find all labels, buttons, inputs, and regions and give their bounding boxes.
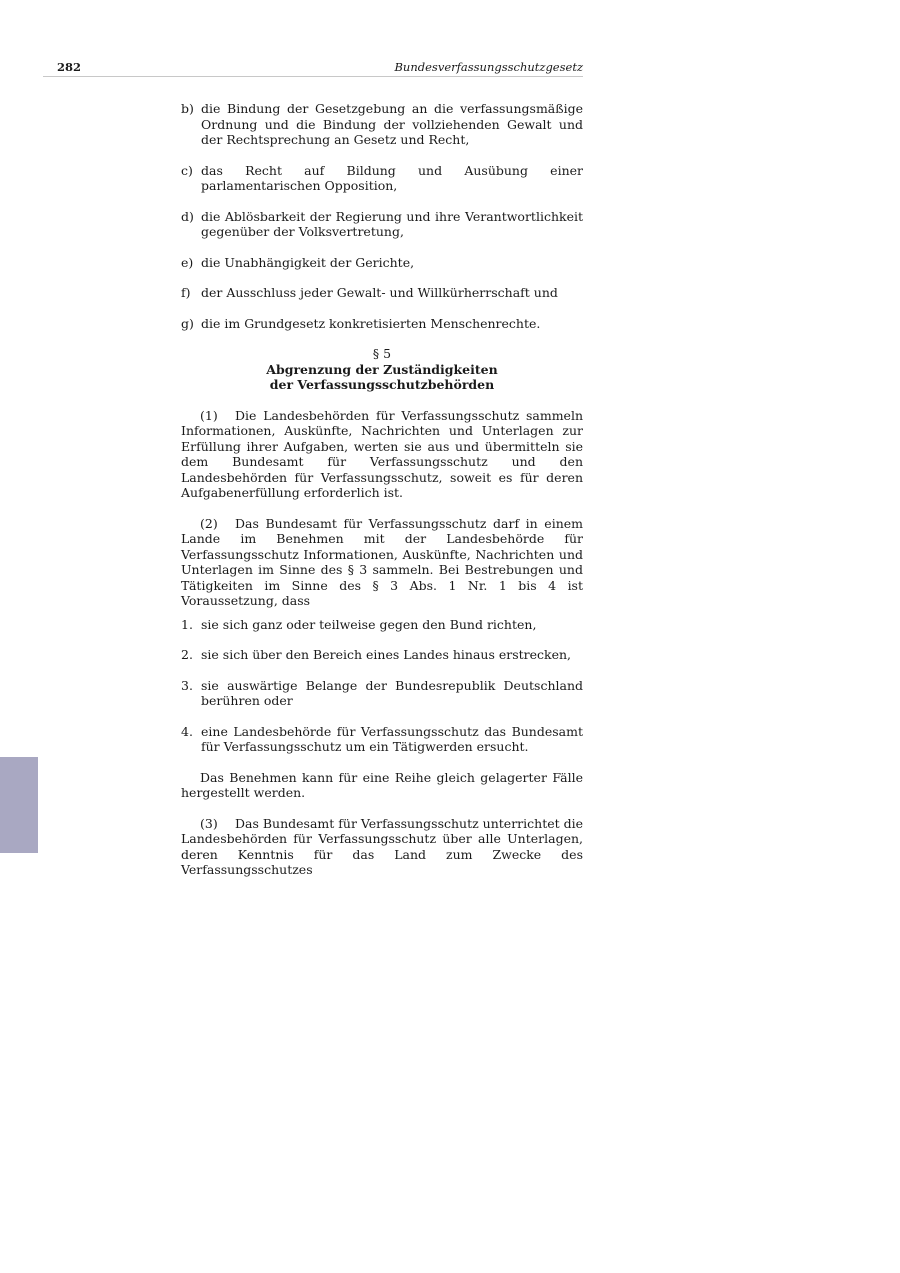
section-number: § 5: [372, 346, 392, 361]
list-text: sie sich ganz oder teilweise gegen den Bund richten,: [201, 616, 537, 632]
paragraph-number: (1): [200, 407, 218, 423]
paragraph-text: Die Landesbehörden für Verfassungsschutz sammeln Informationen, Auskünfte, Nachrichten und Unterlagen zur Erfüllung ihrer Aufgaben, werten sie aus und übermitteln sie dem Bundesamt für Verfassungsschutz und den Landesbehörden für Verfassungsschutz, soweit es für deren Aufgabenerfüllung erforderlich ist.: [181, 407, 583, 500]
page-header: [43, 60, 583, 77]
list-text: sie sich über den Bereich eines Landes hinaus erstrecken,: [201, 647, 572, 662]
list-text: sie auswärtige Belange der Bundesrepublik Deutschland berühren oder: [201, 677, 583, 708]
paragraph-text: Das Bundesamt für Verfassungsschutz darf in einem Lande im Benehmen mit der Landesbehörde für Verfassungsschutz Informationen, Auskünfte, Nachrichten und Unterlagen im Sinne des § 3 sammeln. Bei Bestrebungen und Tätigkeiten im Sinne des § 3 Abs. 1 Nr. 1 bis 4 ist Voraussetzung, dass: [181, 515, 583, 608]
list-item: [181, 678, 583, 709]
section-title-line-2: der Verfassungsschutzbehörden: [269, 377, 495, 392]
paragraph-number: (3): [200, 815, 218, 831]
paragraph-text: Das Bundesamt für Verfassungsschutz unterrichtet die Landesbehörden für Verfassungsschutz über alle Unterlagen, deren Kenntnis für das Land zum Zwecke des Verfassungsschutzes: [181, 815, 584, 877]
list-item: [181, 316, 583, 332]
list-marker: g): [181, 315, 194, 331]
paragraph-number: (2): [200, 515, 218, 531]
chapter-tab-marker: [0, 757, 38, 853]
list-item: [181, 617, 583, 633]
list-marker: 3.: [181, 677, 193, 693]
section-heading: [181, 346, 583, 393]
list-item: [181, 285, 583, 301]
paragraph-3: [181, 816, 583, 878]
paragraph-1: [181, 408, 583, 501]
list-marker: c): [181, 162, 193, 178]
paragraph-continuation: Das Benehmen kann für eine Reihe gleich gelagerter Fälle hergestellt werden.: [181, 769, 583, 800]
section-title-line-1: Abgrenzung der Zuständigkeiten: [266, 361, 498, 377]
list-marker: f): [181, 285, 191, 300]
list-text: eine Landesbehörde für Verfassungsschutz das Bundesamt für Verfassungsschutz um ein Tätigwerden ersucht.: [201, 723, 583, 754]
list-marker: d): [181, 208, 194, 224]
list-item: [181, 647, 583, 663]
list-marker: 1.: [181, 616, 193, 632]
list-item: [181, 209, 583, 240]
list-marker: e): [181, 254, 194, 270]
list-marker: 2.: [181, 647, 193, 662]
list-text: die Bindung der Gesetzgebung an die verfassungsmäßige Ordnung und die Bindung der vollziehenden Gewalt und der Rechtsprechung an Gesetz und Recht,: [201, 101, 583, 147]
paragraph-2: [181, 516, 583, 609]
list-text: die Ablösbarkeit der Regierung und ihre Verantwortlichkeit gegenüber der Volksvertretung,: [201, 208, 583, 239]
list-text: die im Grundgesetz konkretisierten Menschenrechte.: [201, 315, 541, 331]
page-body: [181, 101, 583, 878]
list-item: [181, 101, 583, 148]
list-marker: b): [181, 101, 194, 116]
list-text: der Ausschluss jeder Gewalt- und Willkürherrschaft und: [201, 285, 558, 300]
list-item: [181, 255, 583, 271]
list-item: [181, 163, 583, 194]
list-marker: 4.: [181, 723, 193, 739]
page-number: 282: [57, 60, 82, 74]
running-title: Bundesverfassungsschutzgesetz: [394, 60, 583, 74]
list-text: die Unabhängigkeit der Gerichte,: [201, 254, 415, 270]
list-item: [181, 724, 583, 755]
list-text: das Recht auf Bildung und Ausübung einer parlamentarischen Opposition,: [201, 162, 583, 193]
